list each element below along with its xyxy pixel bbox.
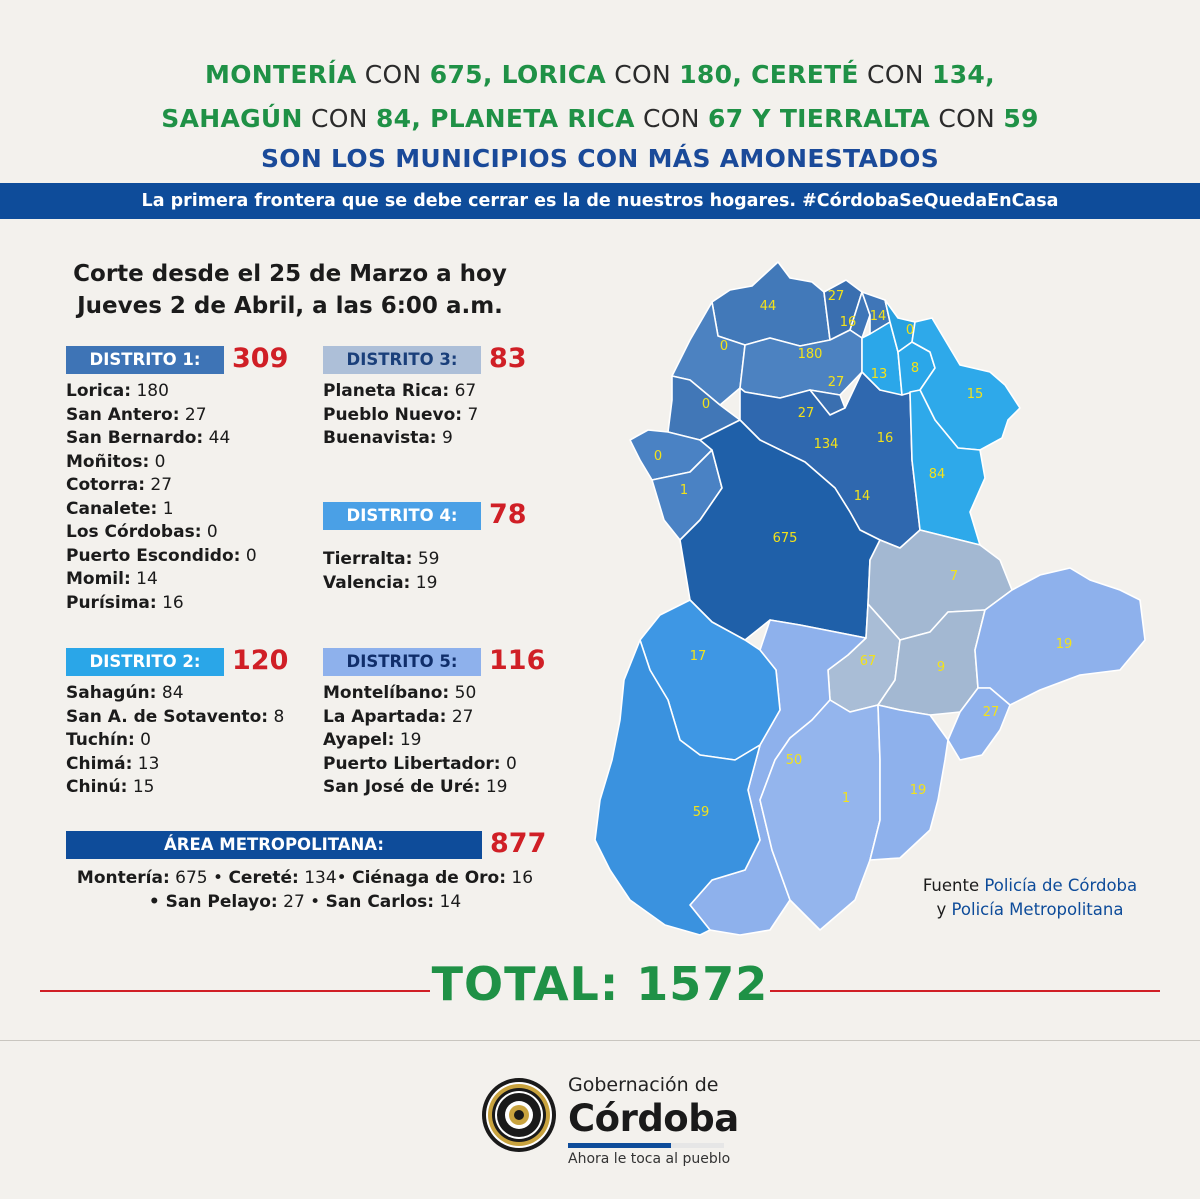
headline-segment: , CERETÉ — [732, 60, 859, 89]
metro-area-label: ÁREA METROPOLITANA: — [66, 831, 482, 859]
metro-municipality-count: 134• — [298, 868, 353, 888]
municipality-name: San José de Uré: — [323, 777, 481, 797]
map-count-label: 27 — [827, 375, 845, 390]
municipality-count: 67 — [449, 381, 477, 401]
municipality-name: Montelíbano: — [323, 683, 450, 703]
municipality-count: 0 — [201, 522, 218, 542]
municipality-count: 15 — [127, 777, 155, 797]
headline-segment: CON — [302, 104, 376, 133]
gobernacion-logo — [568, 1073, 739, 1170]
municipality-name: Tuchín: — [66, 730, 135, 750]
map-count-label: 0 — [719, 339, 729, 354]
headline-segment: CON — [356, 60, 430, 89]
municipality-count: 0 — [149, 451, 166, 472]
metro-municipality-count: 14 — [434, 892, 462, 912]
footer-divider — [0, 1040, 1200, 1041]
district-3-label: DISTRITO 3: — [323, 346, 481, 374]
map-count-label: 13 — [870, 367, 888, 382]
municipality-name: Planeta Rica: — [323, 381, 450, 401]
metro-municipality-name: San Carlos: — [325, 892, 435, 912]
map-count-label: 0 — [653, 449, 663, 464]
map-count-label: 16 — [839, 315, 857, 330]
source-bold-1: Policía de Córdoba — [984, 876, 1138, 895]
metro-municipality-name: • San Pelayo: — [148, 892, 278, 912]
metro-municipality-name: Ciénaga de Oro: — [352, 868, 507, 888]
map-count-label: 84 — [928, 467, 946, 482]
headline-segment: 134, — [932, 60, 995, 89]
municipality-name: San Bernardo: — [66, 428, 204, 448]
map-count-label: 67 — [859, 654, 877, 669]
district-5-total: 116 — [489, 645, 546, 676]
map-count-label: 44 — [759, 299, 777, 314]
logo-line-2: Córdoba — [568, 1097, 739, 1140]
headline-segment: Y TIERRALTA — [743, 104, 931, 133]
municipality-count: 7 — [462, 404, 479, 425]
municipality-count: 16 — [156, 592, 184, 613]
municipality-count: 0 — [240, 545, 257, 566]
map-count-label: 19 — [1055, 637, 1073, 652]
municipality-name: Pueblo Nuevo: — [323, 404, 463, 425]
map-count-label: 50 — [785, 753, 803, 768]
total-divider-right — [770, 990, 1160, 992]
headline-segment: , PLANETA RICA — [411, 104, 635, 133]
metro-municipality-count: 16 — [506, 868, 534, 888]
source-prefix-2: y — [936, 900, 952, 919]
municipality-name: Moñitos: — [66, 451, 150, 472]
municipality-name: Cotorra: — [66, 475, 145, 495]
municipality-count: 50 — [449, 683, 477, 703]
municipality-name: Tierralta: — [323, 549, 413, 569]
headline-segment: MONTERÍA — [205, 60, 357, 89]
district-4-total: 78 — [489, 499, 527, 530]
municipality-count: 9 — [436, 428, 453, 448]
municipality-count: 27 — [145, 475, 173, 495]
map-count-label: 27 — [982, 705, 1000, 720]
district-5-label: DISTRITO 5: — [323, 648, 481, 676]
map-count-label: 16 — [876, 431, 894, 446]
municipality-name: Chinú: — [66, 777, 128, 797]
hashtag-banner: La primera frontera que se debe cerrar es la de nuestros hogares. #CórdobaSeQuedaEnCasa — [0, 183, 1200, 219]
map-count-label: 134 — [813, 437, 839, 452]
map-count-label: 8 — [910, 361, 920, 376]
municipality-count: 59 — [412, 549, 440, 569]
municipality-count: 1 — [157, 498, 174, 519]
municipality-count: 180 — [131, 381, 169, 401]
district-1-label: DISTRITO 1: — [66, 346, 224, 374]
cutoff-line-1: Corte desde el 25 de Marzo a hoy — [73, 261, 507, 287]
municipality-count: 19 — [394, 730, 422, 750]
district-4-label: DISTRITO 4: — [323, 502, 481, 530]
headline-segment: CON — [858, 60, 933, 89]
map-count-label: 0 — [905, 323, 915, 338]
logo-slogan: Ahora le toca al pueblo — [568, 1151, 731, 1167]
source-bold-2: Policía Metropolitana — [951, 900, 1124, 919]
municipality-name: La Apartada: — [323, 706, 447, 727]
metro-municipality-count: 27 • — [277, 892, 326, 912]
headline-segment: 59 — [1003, 104, 1039, 133]
map-count-label: 15 — [966, 387, 984, 402]
map-count-label: 7 — [949, 569, 959, 584]
municipality-name: Chimá: — [66, 753, 133, 774]
municipality-name: Lorica: — [66, 381, 132, 401]
municipality-name: San A. de Sotavento: — [66, 706, 269, 727]
municipality-count: 8 — [268, 706, 285, 727]
metro-municipality-name: Montería: — [76, 868, 170, 888]
municipality-count: 0 — [500, 753, 517, 774]
map-count-label: 1 — [679, 483, 689, 498]
municipality-name: Sahagún: — [66, 683, 157, 703]
municipality-name: Momil: — [66, 569, 131, 589]
map-count-label: 27 — [827, 289, 845, 304]
headline-segment: , LORICA — [482, 60, 606, 89]
headline-segment: 675 — [429, 60, 483, 89]
district-1-total: 309 — [232, 343, 289, 374]
total-divider-left — [40, 990, 430, 992]
headline-segment: CON — [634, 104, 709, 133]
municipality-count: 14 — [130, 569, 158, 589]
municipality-name: Purísima: — [66, 592, 157, 613]
metro-municipality-count: 675 • — [169, 868, 229, 888]
map-count-label: 17 — [689, 649, 707, 664]
district-3-total: 83 — [489, 343, 527, 374]
headline-line-3: SON LOS MUNICIPIOS CON MÁS AMONESTADOS — [260, 144, 940, 173]
map-count-label: 180 — [797, 347, 823, 362]
metro-municipality-name: Cereté: — [228, 868, 299, 888]
headline-segment: SAHAGÚN — [161, 104, 303, 133]
metro-area-total: 877 — [490, 828, 547, 859]
municipality-name: Puerto Libertador: — [323, 753, 501, 774]
map-count-label: 27 — [797, 406, 815, 421]
grand-total: TOTAL: 1572 — [431, 957, 769, 1011]
map-count-label: 19 — [909, 783, 927, 798]
cutoff-line-2: Jueves 2 de Abril, a las 6:00 a.m. — [77, 293, 503, 319]
municipality-name: Ayapel: — [323, 730, 395, 750]
logo-line-1: Gobernación de — [568, 1074, 719, 1096]
municipality-count: 84 — [156, 683, 184, 703]
map-count-label: 675 — [772, 531, 798, 546]
gobernacion-seal-icon — [480, 1076, 558, 1154]
municipality-name: Puerto Escondido: — [66, 545, 241, 566]
headline-segment: 84 — [375, 104, 412, 133]
headline-segment: 180 — [679, 60, 733, 89]
source-prefix: Fuente — [922, 876, 985, 895]
district-2-label: DISTRITO 2: — [66, 648, 224, 676]
map-count-label: 14 — [853, 489, 871, 504]
map-count-label: 1 — [841, 791, 851, 806]
map-count-label: 59 — [692, 805, 710, 820]
map-count-label: 9 — [936, 660, 946, 675]
source-credit — [880, 874, 1180, 922]
municipality-count: 27 — [179, 404, 207, 425]
map-count-label: 0 — [701, 397, 711, 412]
municipality-name: San Antero: — [66, 404, 180, 425]
district-2-total: 120 — [232, 645, 289, 676]
headline-segment: CON — [930, 104, 1004, 133]
municipality-count: 19 — [410, 572, 438, 593]
municipality-name: Valencia: — [323, 572, 411, 593]
municipality-count: 44 — [203, 428, 231, 448]
municipality-name: Canalete: — [66, 498, 158, 519]
municipality-count: 27 — [446, 706, 474, 727]
headline-segment: CON — [606, 60, 680, 89]
map-count-label: 14 — [869, 309, 887, 324]
municipality-count: 19 — [480, 777, 508, 797]
municipality-name: Los Córdobas: — [66, 522, 202, 542]
municipality-name: Buenavista: — [323, 428, 437, 448]
headline-segment: 67 — [708, 104, 744, 133]
municipality-count: 0 — [134, 730, 151, 750]
municipality-count: 13 — [132, 753, 160, 774]
